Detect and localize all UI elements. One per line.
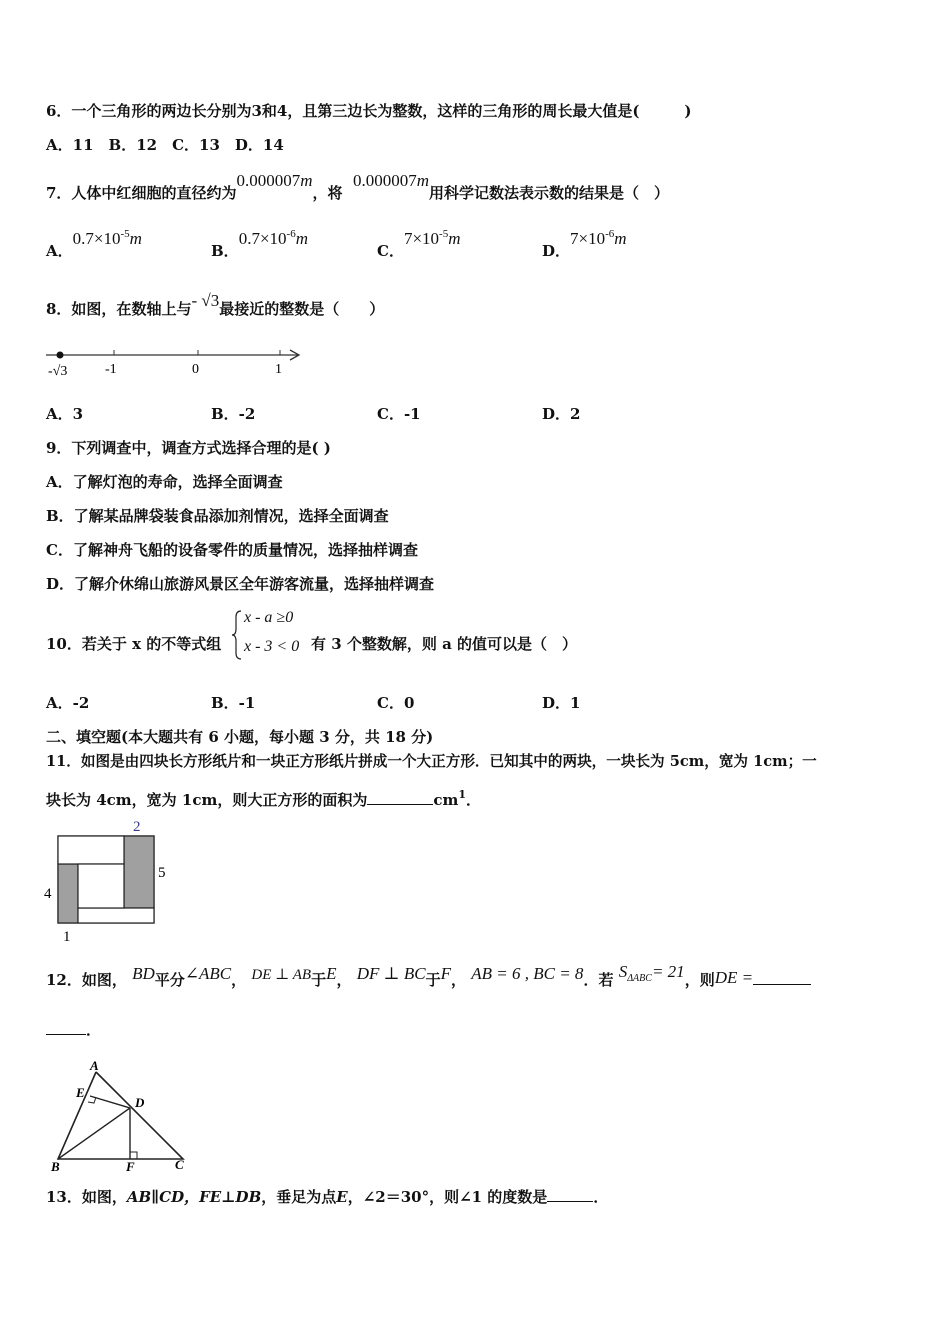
label-1: 1 xyxy=(63,929,71,945)
q6-options: A．11 B．12 C．13 D．14 xyxy=(46,136,284,154)
axis-label-0: 0 xyxy=(192,362,199,377)
q8-option-b: B．-2 xyxy=(211,405,256,423)
q12-figure xyxy=(46,1056,194,1172)
q9-stem: 9．下列调查中，调查方式选择合理的是( ) xyxy=(46,439,331,457)
axis-label-1: 1 xyxy=(275,362,282,377)
q10-option-b: B．-1 xyxy=(211,694,256,712)
q10-stem-b: 有 3 个整数解，则 a 的值可以是（ ） xyxy=(311,635,578,653)
q8-option-d: D．2 xyxy=(542,405,581,423)
q12-stem-end: ． xyxy=(46,1020,101,1040)
label-5: 5 xyxy=(158,865,166,881)
q11-line2: 块长为 4cm，宽为 1cm，则大正方形的面积为 $cm^1$． xyxy=(46,788,482,809)
q8-stem: 8．如图，在数轴上与- √3最接近的整数是（ ） xyxy=(46,291,385,318)
label-4: 4 xyxy=(44,886,52,902)
q10-option-a: A．-2 xyxy=(46,694,90,712)
q10-stem-a: 10．若关于 x 的不等式组 xyxy=(46,635,222,653)
q7-option-a: A．$0.7\times 10^{-5}m$ xyxy=(46,228,142,260)
q10-option-d: D．1 xyxy=(542,694,581,712)
q9-option-a: A．了解灯泡的寿命，选择全面调查 xyxy=(46,473,283,491)
q12-stem: 12．如图， BD平分∠ABC， DE ⊥ AB于E， DF ⊥ BC于F， AB = 6 , BC = 8．若 $S_{\Delta ABC}= 21$，则DE = xyxy=(46,970,811,993)
q10-brace xyxy=(231,609,243,661)
label-b: B xyxy=(51,1159,60,1172)
q7-stem: 7．人体中红细胞的直径约为0.000007m，将 0.000007m用科学记数法表示数的结果是（ ） xyxy=(46,171,669,202)
q10-ineq1: x - a ≥0 xyxy=(244,609,294,626)
q8-option-a: A．3 xyxy=(46,405,84,423)
q7-option-c: C．$7\times 10^{-5}m$ xyxy=(377,228,461,260)
label-d: D xyxy=(135,1095,145,1110)
q10-option-c: C．0 xyxy=(377,694,415,712)
axis-label-neg1: -1 xyxy=(105,362,117,377)
q9-option-d: D．了解介休绵山旅游风景区全年游客流量，选择抽样调查 xyxy=(46,575,435,593)
q8-option-c: C．-1 xyxy=(377,405,421,423)
q7-option-d: D．$7\times 10^{-6}m$ xyxy=(542,228,627,260)
q6-stem: 6．一个三角形的两边长分别为3和4，且第三边长为整数，这样的三角形的周长最大值是( ) xyxy=(46,102,692,120)
rect-bottom xyxy=(78,908,154,923)
q11-figure xyxy=(40,816,180,946)
q11-line1: 11．如图是由四块长方形纸片和一块正方形纸片拼成一个大正方形．已知其中的两块，一块长为 5cm，宽为 1cm；一 xyxy=(46,753,817,770)
label-f: F xyxy=(126,1159,135,1172)
q13-stem: 13．如图，AB∥CD，FE⊥DB，垂足为点E，∠2＝30°，则∠1 的度数是 ． xyxy=(46,1188,609,1206)
rect-5x1 xyxy=(124,836,154,908)
inner-square xyxy=(78,864,124,908)
q9-option-b: B．了解某品牌袋装食品添加剂情况，选择全面调查 xyxy=(46,507,389,525)
q8-number-line xyxy=(44,342,306,382)
q7-option-b: B．$0.7\times 10^{-6}m$ xyxy=(211,228,308,260)
axis-label-neg-sqrt3: -√3 xyxy=(48,364,68,379)
section2-heading: 二、填空题(本大题共有 6 小题，每小题 3 分，共 18 分) xyxy=(46,728,434,746)
label-a: A xyxy=(90,1058,99,1073)
rect-4x1 xyxy=(58,864,78,923)
rect-top xyxy=(58,836,124,864)
right-angle-f xyxy=(130,1152,137,1159)
label-c: C xyxy=(175,1157,184,1172)
q9-option-c: C．了解神舟飞船的设备零件的质量情况，选择抽样调查 xyxy=(46,541,418,559)
point-neg-sqrt3 xyxy=(57,352,64,359)
q10-ineq2: x - 3 < 0 xyxy=(244,638,300,655)
label-2: 2 xyxy=(133,819,141,835)
label-e: E xyxy=(76,1085,85,1100)
